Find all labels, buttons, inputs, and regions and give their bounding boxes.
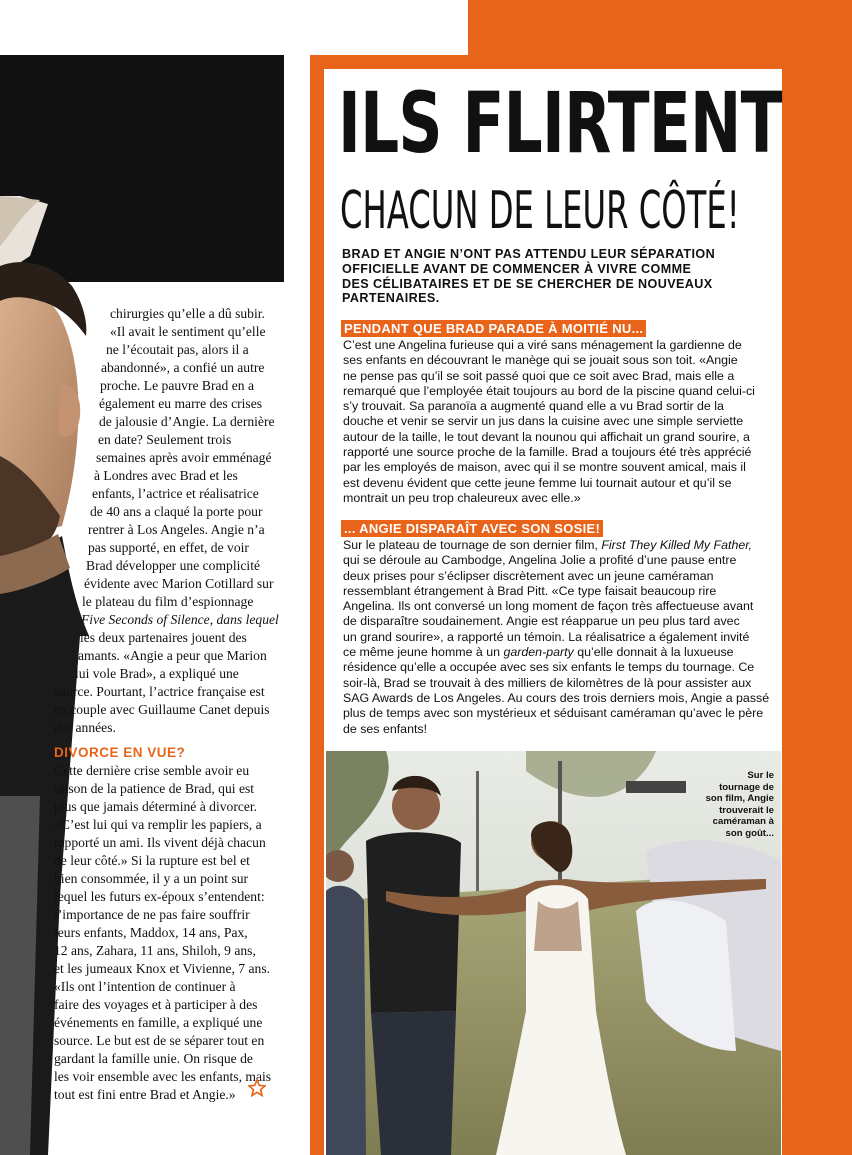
photo-caption (690, 770, 774, 840)
text-line: plus que jamais déterminé à divorcer. (54, 799, 258, 814)
intro-line: BRAD ET ANGIE N’ONT PAS ATTENDU LEUR SÉPARATION (342, 247, 716, 261)
text-line: le plateau du film d’espionnage (82, 594, 254, 609)
text-line: deux prises pour s’éclipser discrètement avec un jeune caméraman (343, 568, 714, 583)
text-line (343, 538, 775, 553)
orange-corner-block (468, 0, 852, 55)
article-intro (342, 247, 772, 306)
text-line: lequel les futurs ex-époux s’entendent: (54, 889, 265, 904)
text-line: de leur côté.» Si la rupture est bel et (54, 853, 250, 868)
text-line: C’est une Angelina furieuse qui a viré sans ménagement la gardienne de (343, 338, 742, 352)
text-line: événements en famille, a expliqué une (54, 1015, 263, 1030)
text-line: de 40 ans a claqué la porte pour (90, 504, 263, 519)
text-line: évidente avec Marion Cotillard sur (84, 576, 274, 591)
text-line: de jalousie d’Angie. La dernière (99, 414, 275, 429)
text-line: en date? Seulement trois (98, 432, 232, 447)
text-line: plus de temps avec son mystérieux et séduisant caméraman qu’avec le père (343, 706, 764, 721)
intro-line: DES CÉLIBATAIRES ET DE SE CHERCHER DE NOUVEAUX (342, 276, 713, 291)
text-line: les deux partenaires jouent des (80, 630, 247, 645)
text-line: abandonné», a confié un autre (101, 360, 265, 375)
text-line: «Il avait le sentiment qu’elle (110, 324, 266, 339)
text-line: remarqué que l’employée était toujours au bord de la piscine quand celui-ci (343, 383, 755, 398)
article-subtitle: CHACUN DE LEUR CÔTÉ! (340, 181, 740, 241)
text-line: ressemblant étrangement à Brad Pitt. «Ce type faisait beaucoup rire (343, 583, 717, 598)
text-line: autour de la taille, le tout devant la nounou qui affichait un grand sourire, a (343, 429, 750, 444)
text-line: leurs enfants, Maddox, 14 ans, Pax, (54, 925, 248, 940)
text-line: bien consommée, il y a un point sur (54, 871, 249, 886)
text-line: rapporté un ami. Ils vivent déjà chacun (54, 835, 266, 850)
section-body (343, 338, 775, 506)
text-line: faire des voyages et à participer à des (54, 997, 258, 1012)
text-line: source. Pourtant, l’actrice française est (54, 684, 265, 699)
text-line (343, 645, 775, 660)
film-title: First They Killed My Father, (601, 538, 753, 552)
caption-line: son film, Angie (705, 793, 774, 805)
intro-line: PARTENAIRES. (342, 291, 440, 306)
text-line: tout est fini entre Brad et Angie.» (54, 1087, 236, 1102)
section-heading: PENDANT QUE BRAD PARADE À MOITIÉ NU... (341, 320, 646, 337)
text-line: est devenu évident que cette jeune femme lui tournait autour et qu’il se (343, 475, 732, 490)
text-line: à Londres avec Brad et les (94, 468, 238, 483)
text-line: et les jumeaux Knox et Vivienne, 7 ans. (54, 961, 271, 976)
section-body (343, 538, 775, 737)
article-title: ILS FLIRTENT (338, 74, 782, 172)
text-line: douche et venir se servir un jus dans la cuisine avec une simple serviette (343, 414, 744, 429)
star-end-icon (248, 1079, 266, 1097)
text-line: par les employés de maison, avec qui il se montre souvent amical, mais il (343, 460, 746, 475)
text-line: également eu marre des crises (99, 396, 263, 411)
text-line: ne l’écoutait pas, alors il a (106, 342, 249, 357)
text-line: de ses enfants! (343, 721, 428, 736)
text-line: montrait un peu trop chaleureux avec elle.» (343, 490, 581, 505)
text-span: ce même jeune homme à un (343, 645, 504, 660)
text-line: de disparaître soudainement. Angie est réapparue un peu plus tard avec (343, 614, 740, 629)
text-line: les voir ensemble avec les enfants, mais (54, 1069, 272, 1084)
caption-line: tournage de (719, 781, 774, 793)
text-span: qu’elle donnait à la luxueuse (573, 645, 734, 660)
text-line: pas supporté, en effet, de voir (88, 540, 249, 555)
text-line: SAG Awards de Los Angeles. Au cours des trois derniers mois, Angie a passé (343, 690, 770, 705)
section-heading: DIVORCE EN VUE? (54, 745, 186, 760)
text-line: résidence qu’elle a occupée avec ses six enfants le temps du tournage. Ce (343, 660, 755, 675)
text-line: ses enfants en découvrant le manège qui se jouait sous son toit. «Angie (343, 353, 738, 368)
text-line: lui vole Brad», a expliqué une (75, 666, 239, 681)
text-line: soir-là, Brad se trouvait à des milliers de kilomètres de là pour assister aux (343, 675, 752, 690)
text-line: en couple avec Guillaume Canet depuis (54, 702, 270, 717)
text-span: Sur le plateau de tournage de son dernier film, (343, 538, 602, 552)
text-line: amants. «Angie a peur que Marion (78, 648, 267, 663)
text-line: rapporté une source proche de la famille. Brad a toujours été très apprécié (343, 445, 752, 460)
caption-line: caméraman à (712, 816, 774, 828)
text-line: 12 ans, Zahara, 11 ans, Shiloh, 9 ans, (54, 943, 256, 958)
text-line: «Ils ont l’intention de continuer à (54, 979, 236, 994)
caption-line: Sur le (747, 770, 774, 781)
text-line: raison de la patience de Brad, qui est (54, 781, 255, 796)
text-line: Cette dernière crise semble avoir eu (54, 763, 250, 778)
caption-line: son goût... (725, 827, 774, 839)
text-line: enfants, l’actrice et réalisatrice (92, 486, 259, 501)
text-line: «C’est lui qui va remplir les papiers, a (54, 817, 262, 832)
text-line: ne pense pas qu’il se soit passé quoi que ce soit avec Brad, mais elle a (343, 368, 735, 383)
italic-term: garden-party (503, 645, 574, 660)
caption-line: trouverait le (719, 804, 774, 816)
text-line: gardant la famille unie. On risque de (54, 1051, 253, 1066)
text-line: des années. (54, 720, 116, 735)
intro-line: OFFICIELLE AVANT DE COMMENCER À VIVRE COMME (342, 261, 692, 276)
text-line: proche. Le pauvre Brad en a (100, 378, 254, 393)
text-line: chirurgies qu’elle a dû subir. (110, 306, 265, 321)
section-heading: ... ANGIE DISPARAÎT AVEC SON SOSIE! (341, 520, 603, 537)
text-line: Five Seconds of Silence, dans lequel (81, 612, 279, 627)
text-line: rentrer à Los Angeles. Angie n’a (88, 522, 265, 537)
text-line: qui se déroule au Cambodge, Angelina Jolie a profité d’une pause entre (343, 553, 737, 568)
text-line: l’importance de ne pas faire souffrir (54, 907, 250, 922)
text-line: source. Le but est de se séparer tout en (54, 1033, 265, 1048)
text-line: un grand sourire», a rapporté un témoin. La réalisatrice a également invité (343, 629, 750, 644)
text-line: semaines après avoir emménagé (96, 450, 272, 465)
text-line: Brad développer une complicité (86, 558, 261, 573)
text-line: Angelina. Ils ont conversé un long moment de façon très affectueuse avant (343, 599, 754, 614)
text-line: s’y trouvait. Sa paranoïa a augmenté quand elle a vu Brad sortir de la (343, 399, 724, 414)
